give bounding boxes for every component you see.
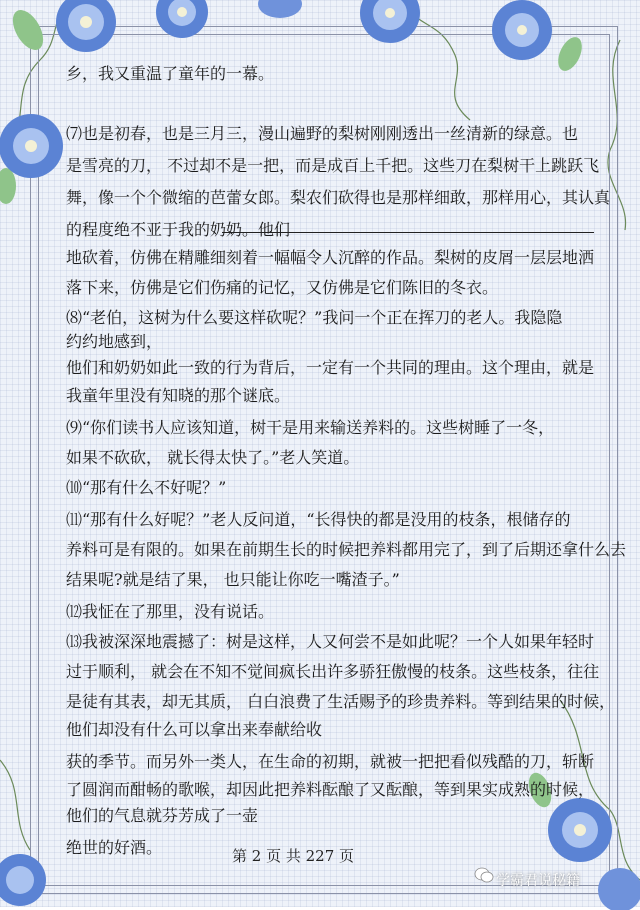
text-line: 舞，像一个个微缩的芭蕾女郎。梨农们砍得也是那样细敢，那样用心，其认真 xyxy=(66,188,611,207)
text-line: ⑾“那有什么好呢？”老人反问道，“长得快的都是没用的枝条，根储存的 xyxy=(66,510,571,529)
text-line: 的程度绝不亚于我的奶奶。他们 xyxy=(66,220,291,239)
morning-glory-flower-icon xyxy=(330,0,440,58)
fill-in-blank-line xyxy=(222,232,594,233)
morning-glory-flower-icon xyxy=(8,0,138,70)
text-line: 绝世的好酒。 xyxy=(66,838,163,857)
text-line: 了圆润而酣畅的歌喉，却因此把养料酝酿了又酝酿，等到果实成熟的时候， xyxy=(66,780,595,799)
text-line: ⑽“那有什么不好呢？” xyxy=(66,478,227,497)
text-line: 如果不砍砍， 就长得太快了。”老人笑道。 xyxy=(66,448,360,467)
text-line: 过于顺利， 就会在不知不觉间疯长出许多骄狂傲慢的枝条。这些枝条，往往 xyxy=(66,662,600,681)
text-line: 他们和奶奶如此一致的行为背后，一定有一个共同的理由。这个理由，就是 xyxy=(66,358,595,377)
wechat-icon xyxy=(474,866,494,884)
text-line: 约约地感到， xyxy=(66,332,163,351)
text-line: 我童年里没有知晓的那个谜底。 xyxy=(66,386,291,405)
morning-glory-flower-icon xyxy=(250,0,310,26)
morning-glory-flower-icon xyxy=(0,96,76,206)
text-line: 地砍着，仿佛在精雕细刻着一幅幅令人沉醉的作品。梨树的皮屑一层层地洒 xyxy=(66,248,595,267)
text-line: ⑼“你们读书人应该知道，树干是用来输送养料的。这些树睡了一冬， xyxy=(66,418,555,437)
text-line: 他们的气息就芬芳成了一壶 xyxy=(66,806,259,825)
text-line: 结果呢?就是结了果， 也只能让你吃一嘴渣子。” xyxy=(66,570,400,589)
text-line: ⒀我被深深地震撼了：树是这样，人又何尝不是如此呢？一个人如果年轻时 xyxy=(66,632,595,651)
text-line: ⑻“老伯，这树为什么要这样砍呢？”我问一个正在挥刀的老人。我隐隐 xyxy=(66,308,563,327)
text-line: ⑿我怔在了那里，没有说话。 xyxy=(66,602,275,621)
text-line: 落下来，仿佛是它们伤痛的记忆，又仿佛是它们陈旧的冬衣。 xyxy=(66,278,499,297)
text-line: ⑺也是初春，也是三月三，漫山遍野的梨树刚刚透出一丝清新的绿意。也 xyxy=(66,124,579,143)
text-line: 乡，我又重温了童年的一幕。 xyxy=(66,64,275,83)
text-line: 养料可是有限的。如果在前期生长的时候把养料都用完了，到了后期还拿什么去 xyxy=(66,540,627,559)
page-number-footer: 第 2 页 共 227 页 xyxy=(232,847,355,865)
text-line: 是雪亮的刀， 不过却不是一把，而是成百上千把。这些刀在梨树干上跳跃飞 xyxy=(66,156,600,175)
text-line: 获的季节。而另外一类人，在生命的初期，就被一把把看似残酷的刀，斩断 xyxy=(66,752,595,771)
text-line: 是徒有其表，却无其质， 白白浪费了生活赐予的珍贵养料。等到结果的时候， xyxy=(66,692,616,711)
watermark-text: 学霸君说秘籍 xyxy=(496,873,580,889)
text-line: 他们却没有什么可以拿出来奉献给收 xyxy=(66,720,323,739)
morning-glory-flower-icon xyxy=(140,0,230,52)
morning-glory-flower-icon xyxy=(470,0,590,84)
